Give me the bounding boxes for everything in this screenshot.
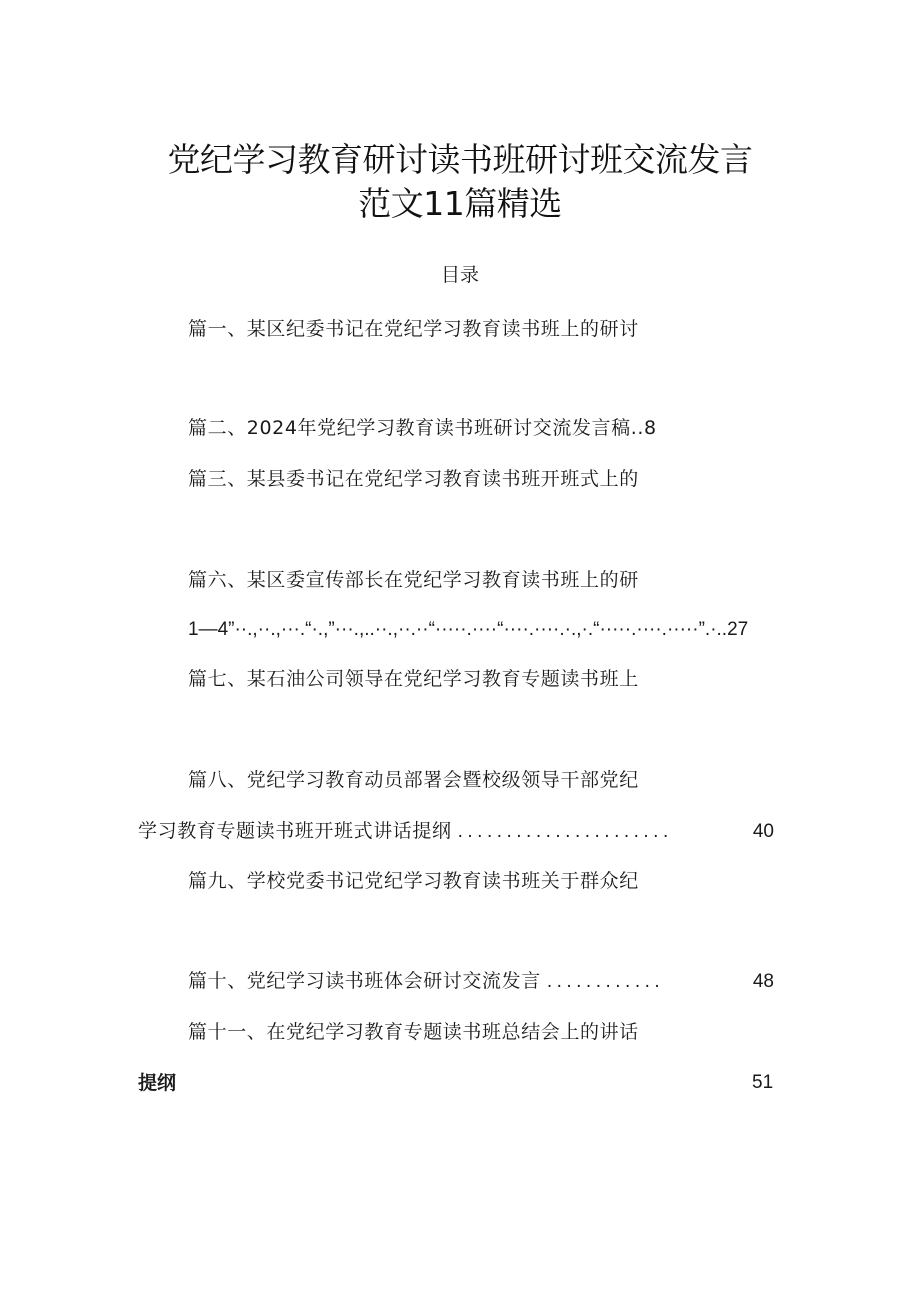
toc-entry-10[interactable] [188, 968, 774, 995]
toc-leader-dots: ...................... [457, 821, 673, 842]
toc-entry-3[interactable]: 篇三、某县委书记在党纪学习教育读书班开班式上的 [188, 468, 639, 490]
toc-entry-8-continuation-text: 学习教育专题读书班开班式讲话提纲 [138, 820, 452, 842]
toc-entry-2[interactable]: 篇二、2024年党纪学习教育读书班研讨交流发言稿..8 [188, 417, 657, 439]
toc-entry-6[interactable]: 篇六、某区委宣传部长在党纪学习教育读书班上的研 [188, 569, 639, 591]
toc-page-number: 40 [752, 821, 774, 842]
toc-entry-1[interactable]: 篇一、某区纪委书记在党纪学习教育读书班上的研讨 [188, 318, 639, 340]
toc-heading: 目录 [440, 264, 479, 286]
toc-entry-8[interactable]: 篇八、党纪学习教育动员部署会暨校级领导干部党纪 [188, 769, 639, 791]
toc-entry-8-continuation[interactable] [138, 818, 774, 845]
toc-leader-dots: ............ [546, 971, 665, 992]
toc-entry-11[interactable]: 篇十一、在党纪学习教育专题读书班总结会上的讲话 [188, 1021, 639, 1043]
toc-page-number: 51 [752, 1072, 774, 1093]
toc-page-number: 48 [752, 971, 774, 992]
toc-entry-9[interactable]: 篇九、学校党委书记党纪学习教育读书班关于群众纪 [188, 870, 639, 892]
document-title-line-1: 党纪学习教育研讨读书班研讨班交流发言 [167, 140, 753, 179]
toc-entry-11-continuation[interactable]: 提纲 [138, 1072, 177, 1094]
toc-entry-10-text: 篇十、党纪学习读书班体会研讨交流发言 [188, 970, 541, 992]
toc-entry-7[interactable]: 篇七、某石油公司领导在党纪学习教育专题读书班上 [188, 668, 639, 690]
document-title-line-2: 范文11篇精选 [358, 184, 562, 223]
toc-entry-6-continuation[interactable]: 1—4”··.,··.,···.“·.,”···.,..··.,··.··“·····.····“····.····.·.,·.“·····.····.·····”.·..27 [188, 619, 748, 640]
